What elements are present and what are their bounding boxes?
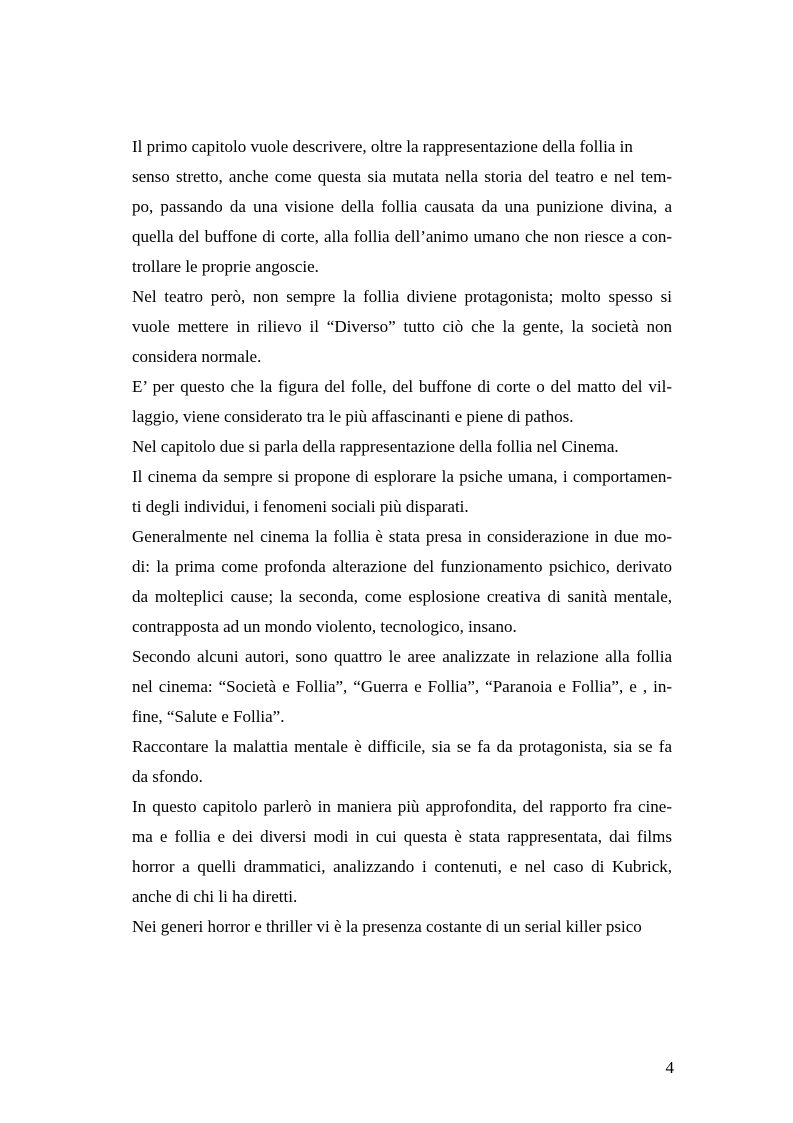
text-line: Nei generi horror e thriller vi è la presenza costante di un serial killer psico: [132, 917, 642, 936]
text-line: trollare le proprie angoscie.: [132, 257, 319, 276]
text-line: nel cinema: “Società e Follia”, “Guerra e Follia”, “Paranoia e Follia”, e , in-: [132, 677, 672, 696]
text-line: Nel teatro però, non sempre la follia diviene protagonista; molto spesso si: [132, 287, 672, 306]
text-line: po, passando da una visione della follia causata da una punizione divina, a: [132, 197, 672, 216]
text-line: Il primo capitolo vuole descrivere, oltre la rappresentazione della follia in: [132, 137, 633, 156]
text-line: Nel capitolo due si parla della rappresentazione della follia nel Cinema.: [132, 437, 619, 456]
text-line: Secondo alcuni autori, sono quattro le aree analizzate in relazione alla follia: [132, 647, 672, 666]
text-line: da molteplici cause; la seconda, come esplosione creativa di sanità mentale,: [132, 587, 672, 606]
text-line: vuole mettere in rilievo il “Diverso” tutto ciò che la gente, la società non: [132, 317, 672, 336]
text-line: contrapposta ad un mondo violento, tecnologico, insano.: [132, 617, 517, 636]
text-line: E’ per questo che la figura del folle, del buffone di corte o del matto del vil-: [132, 377, 672, 396]
text-line: Generalmente nel cinema la follia è stata presa in considerazione in due mo-: [132, 527, 672, 546]
text-line: fine, “Salute e Follia”.: [132, 707, 285, 726]
text-line: di: la prima come profonda alterazione del funzionamento psichico, derivato: [132, 557, 672, 576]
page-number: 4: [665, 1058, 674, 1077]
text-line: ti degli individui, i fenomeni sociali più disparati.: [132, 497, 469, 516]
text-line: ma e follia e dei diversi modi in cui questa è stata rappresentata, dai films: [132, 827, 672, 846]
text-line: considera normale.: [132, 347, 262, 366]
text-line: anche di chi li ha diretti.: [132, 887, 298, 906]
text-line: Il cinema da sempre si propone di esplorare la psiche umana, i comportamen-: [132, 467, 672, 486]
text-line: Raccontare la malattia mentale è difficile, sia se fa da protagonista, sia se fa: [132, 737, 672, 756]
text-line: da sfondo.: [132, 767, 203, 786]
text-line: horror a quelli drammatici, analizzando i contenuti, e nel caso di Kubrick,: [132, 857, 672, 876]
text-line: senso stretto, anche come questa sia mutata nella storia del teatro e nel tem-: [132, 167, 672, 186]
text-line: quella del buffone di corte, alla follia dell’animo umano che non riesce a con-: [132, 227, 672, 246]
text-line: laggio, viene considerato tra le più affascinanti e piene di pathos.: [132, 407, 574, 426]
text-line: In questo capitolo parlerò in maniera più approfondita, del rapporto fra cine-: [132, 797, 672, 816]
